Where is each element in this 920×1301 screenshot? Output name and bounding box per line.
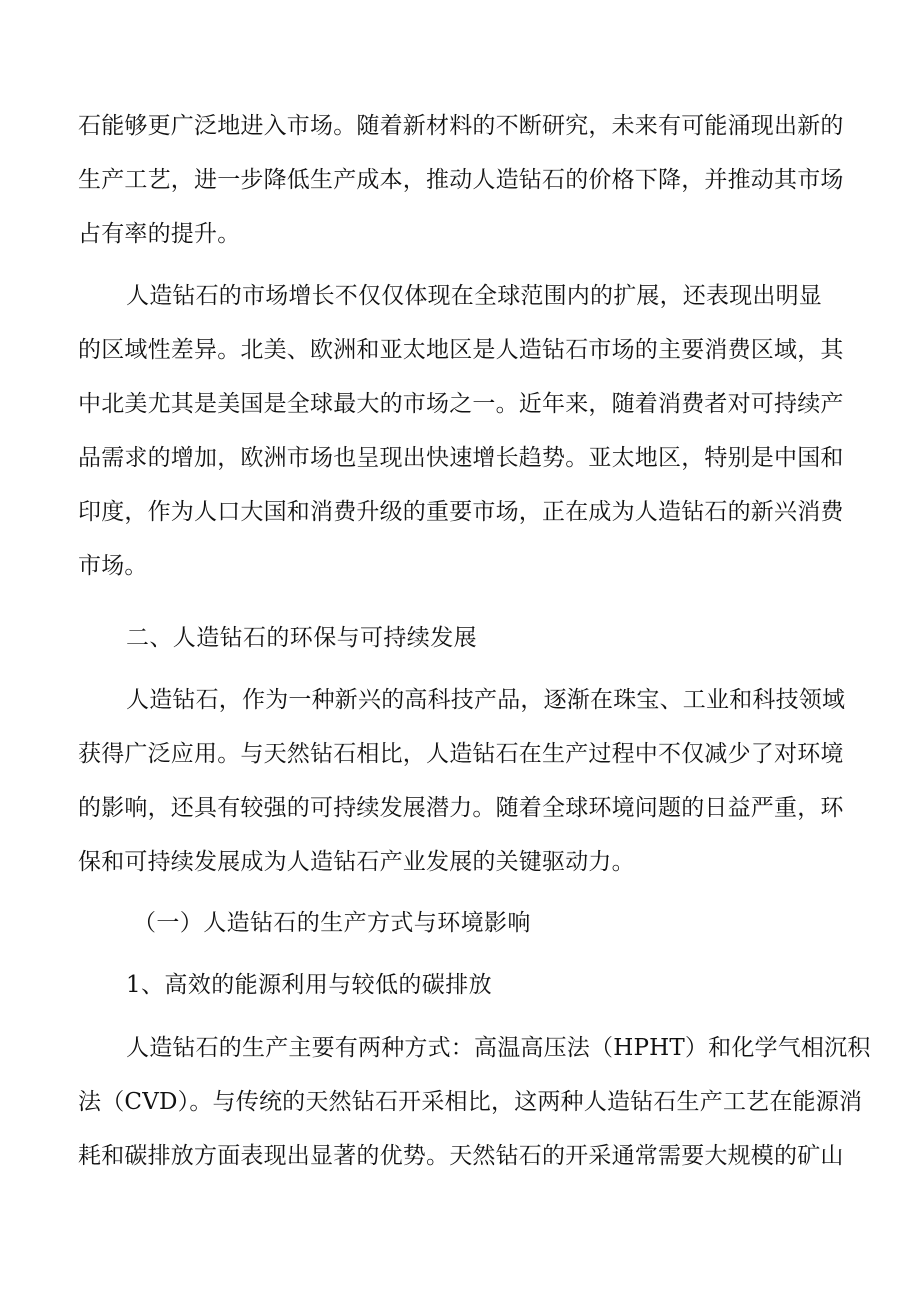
paragraph-1-line-3: 占有率的提升。 bbox=[78, 221, 241, 247]
paragraph-2-line-5: 印度，作为人口大国和消费升级的重要市场，正在成为人造钻石的新兴消费 bbox=[78, 499, 844, 525]
paragraph-1-line-2: 生产工艺，进一步降低生产成本，推动人造钻石的价格下降，并推动其市场 bbox=[78, 167, 844, 193]
subsection-heading: （一）人造钻石的生产方式与环境影响 bbox=[133, 910, 531, 936]
paragraph-2-line-6: 市场。 bbox=[78, 553, 148, 579]
paragraph-2-line-2: 的区域性差异。北美、欧洲和亚太地区是人造钻石市场的主要消费区域，其 bbox=[78, 337, 844, 363]
paragraph-1-line-1: 石能够更广泛地进入市场。随着新材料的不断研究，未来有可能涌现出新的 bbox=[78, 113, 844, 139]
paragraph-4-line-1: 人造钻石的生产主要有两种方式：高温高压法（HPHT）和化学气相沉积 bbox=[126, 1035, 871, 1061]
paragraph-3-line-2: 获得广泛应用。与天然钻石相比，人造钻石在生产过程中不仅减少了对环境 bbox=[78, 741, 844, 767]
paragraph-4-line-2: 法（CVD）。与传统的天然钻石开采相比，这两种人造钻石生产工艺在能源消 bbox=[78, 1089, 863, 1115]
item-heading: 1、高效的能源利用与较低的碳排放 bbox=[126, 972, 493, 998]
paragraph-2-line-4: 品需求的增加，欧洲市场也呈现出快速增长趋势。亚太地区，特别是中国和 bbox=[78, 445, 844, 471]
paragraph-4-line-3: 耗和碳排放方面表现出显著的优势。天然钻石的开采通常需要大规模的矿山 bbox=[78, 1143, 844, 1169]
paragraph-2-line-1: 人造钻石的市场增长不仅仅体现在全球范围内的扩展，还表现出明显 bbox=[126, 283, 822, 309]
paragraph-3-line-4: 保和可持续发展成为人造钻石产业发展的关键驱动力。 bbox=[78, 849, 635, 875]
section-heading: 二、人造钻石的环保与可持续发展 bbox=[126, 625, 477, 651]
paragraph-3-line-3: 的影响，还具有较强的可持续发展潜力。随着全球环境问题的日益严重，环 bbox=[78, 795, 844, 821]
paragraph-2-line-3: 中北美尤其是美国是全球最大的市场之一。近年来，随着消费者对可持续产 bbox=[78, 391, 844, 417]
paragraph-3-line-1: 人造钻石，作为一种新兴的高科技产品，逐渐在珠宝、工业和科技领域 bbox=[126, 687, 846, 713]
